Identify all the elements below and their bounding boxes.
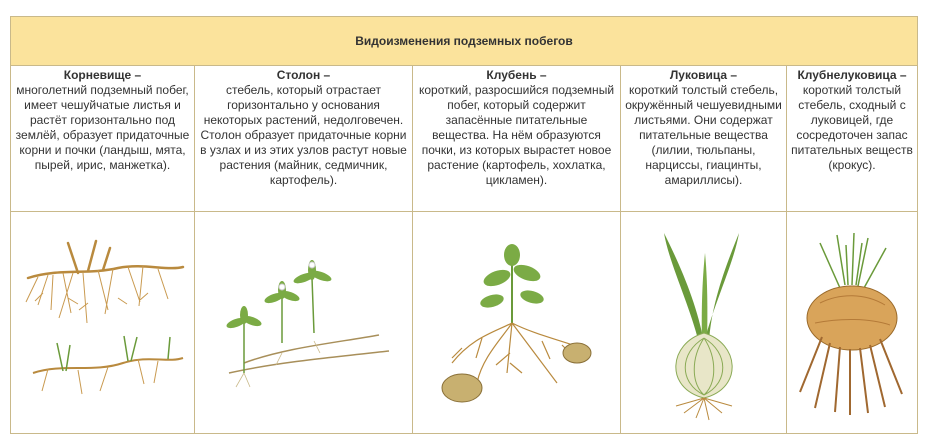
- rhizome-cell: [11, 65, 195, 211]
- tuber-description: короткий, разросшийся подземный побег, который содержит запасённые питательные вещества. На нём образуются почки, из которых вырастет новое растение (картофель, хохлатка, цикламен).: [418, 83, 615, 187]
- rhizome-illustration: [18, 223, 188, 423]
- tuber-image-cell: [413, 212, 621, 433]
- corm-cell: [787, 65, 917, 211]
- descriptions-row: [11, 65, 917, 212]
- bulb-image-cell: [621, 212, 787, 433]
- rhizome-image-cell: [11, 212, 195, 433]
- corm-term: Клубнелуковица –: [797, 68, 907, 82]
- stolon-term: Столон –: [276, 68, 331, 82]
- bulb-cell: [621, 65, 787, 211]
- bulb-illustration: [629, 223, 779, 423]
- table-title: Видоизменения подземных побегов: [11, 17, 917, 66]
- corm-description: короткий толстый стебель, сходный с луковицей, где сосредоточен запас питательных веществ (крокус).: [791, 83, 913, 172]
- corm-illustration: [790, 223, 915, 423]
- stolon-description: стебель, который отрастает горизонтально у основания некоторых растений, недолговечен. Столон образует придаточные корни в узлах и из этих узлов растут новые растения (майник, седмичник, картофель).: [200, 83, 407, 187]
- bulb-term: Луковица –: [669, 68, 738, 82]
- tuber-cell: [413, 65, 621, 211]
- tuber-illustration: [422, 223, 612, 423]
- plant-table: [10, 16, 918, 434]
- stolon-cell: [195, 65, 413, 211]
- stolon-image-cell: [195, 212, 413, 433]
- images-row: [11, 212, 917, 433]
- bulb-description: короткий толстый стебель, окружённый чешуевидными листьями. Они содержат питательные вещества (лилии, тюльпаны, нарциссы, гиацинты, амариллисы).: [625, 83, 782, 187]
- tuber-term: Клубень –: [486, 68, 547, 82]
- stolon-illustration: [204, 223, 404, 423]
- rhizome-term: Корневище –: [63, 68, 142, 82]
- corm-image-cell: [787, 212, 917, 433]
- rhizome-description: многолетний подземный побег, имеет чешуйчатые листья и растёт горизонтально под землёй, образует придаточные корни и почки (ландыш, мята, пырей, ирис, манжетка).: [15, 83, 190, 172]
